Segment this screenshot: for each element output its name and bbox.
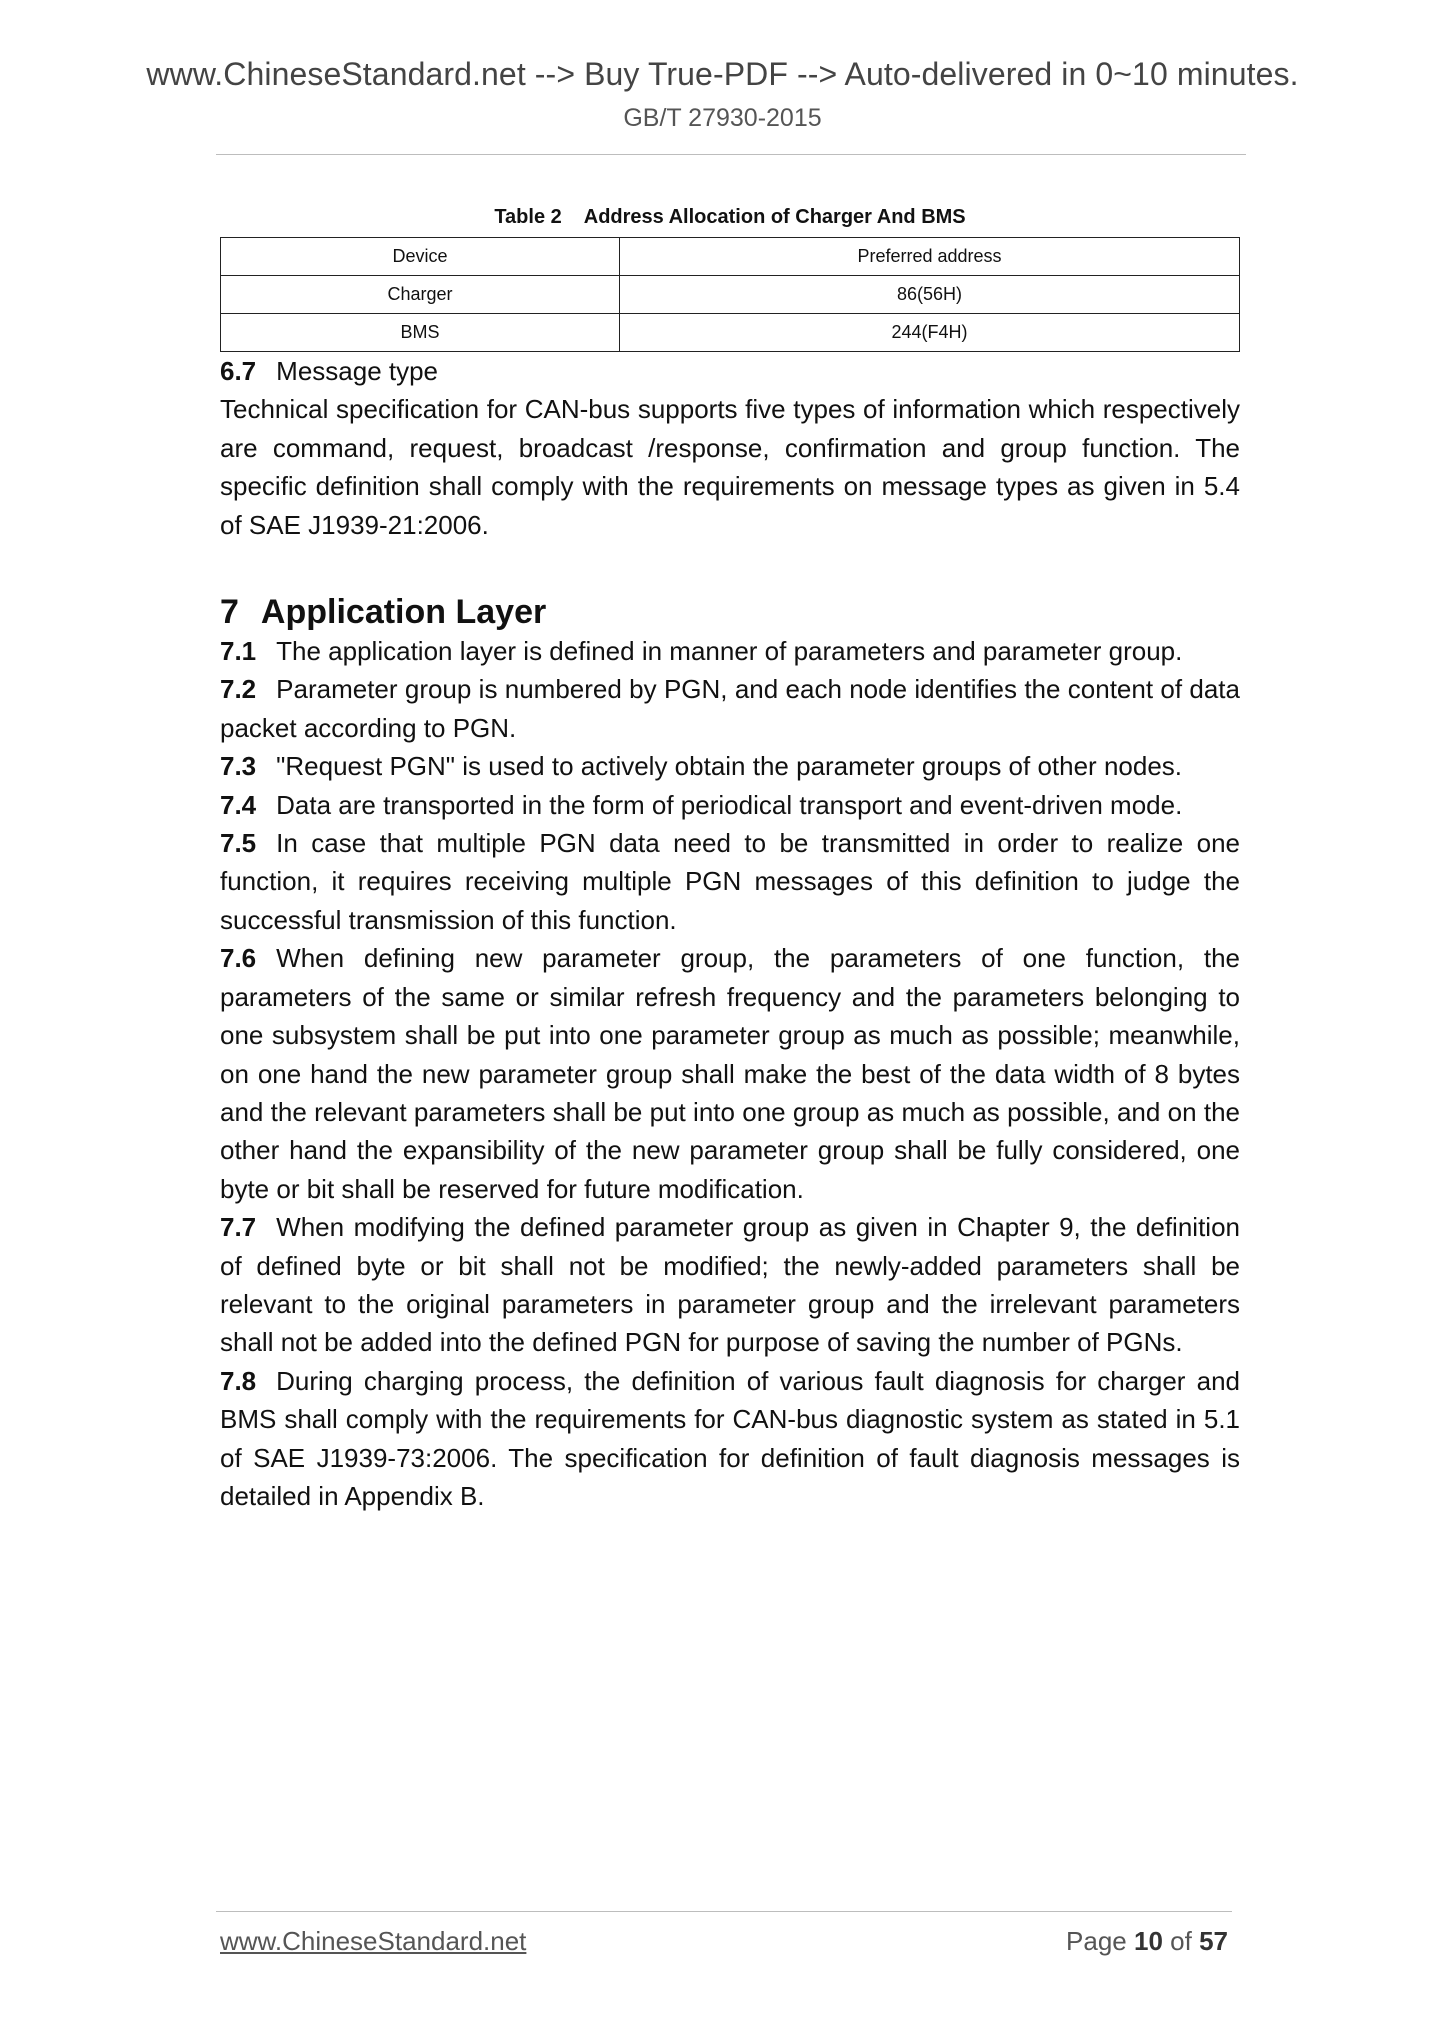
- clause-number: 7.1: [220, 636, 257, 667]
- clause-text: When defining new parameter group, the parameters of one function, the parameters of the same or similar refresh frequency and the parameters belonging to one subsystem shall be put into one parameter group as much as possible; meanwhile, on one hand the new parameter group shall make the best of the data width of 8 bytes and the relevant parameters shall be put into one group as much as possible, and on the other hand the expansibility of the new parameter group shall be fully considered, one byte or bit shall be reserved for future modification.: [220, 943, 1240, 1204]
- table-cell-address: 244(F4H): [620, 314, 1240, 352]
- page-number: [1066, 1926, 1228, 1957]
- page-prefix: Page: [1066, 1926, 1127, 1956]
- clause-7-1: [220, 632, 1240, 670]
- clause-text: During charging process, the definition of various fault diagnosis for charger and BMS shall comply with the requirements for CAN-bus diagnostic system as stated in 5.1 of SAE J1939-73:2006. The specification for definition of fault diagnosis messages is detailed in Appendix B.: [220, 1365, 1240, 1511]
- clause-7-5: [220, 824, 1240, 939]
- clause-number: 7.2: [220, 674, 257, 705]
- clause-text: Data are transported in the form of periodical transport and event-driven mode.: [276, 789, 1183, 820]
- section-number: 6.7: [220, 356, 257, 386]
- section-heading-6-7: [220, 352, 1240, 390]
- table-header-row: [221, 238, 1240, 276]
- clause-7-2: [220, 670, 1240, 747]
- document-code: GB/T 27930-2015: [623, 104, 822, 132]
- address-allocation-table: [220, 237, 1240, 352]
- table-row: [221, 276, 1240, 314]
- footer-divider: [216, 1911, 1232, 1912]
- clause-7-8: [220, 1362, 1240, 1516]
- table-title: Address Allocation of Charger And BMS: [583, 206, 966, 228]
- footer-site-link[interactable]: www.ChineseStandard.net: [220, 1926, 527, 1956]
- column-header-device: Device: [221, 238, 620, 276]
- clause-text: Parameter group is numbered by PGN, and each node identifies the content of data packet according to PGN.: [220, 674, 1240, 743]
- table-cell-device: Charger: [221, 276, 620, 314]
- table-row: [221, 314, 1240, 352]
- table-number: Table 2: [494, 206, 562, 228]
- clause-number: 7.7: [220, 1212, 257, 1243]
- current-page: 10: [1134, 1926, 1163, 1956]
- table-cell-device: BMS: [221, 314, 620, 352]
- table-caption: [220, 206, 1240, 229]
- chapter-heading: [220, 592, 1240, 632]
- chapter-number: 7: [220, 593, 239, 632]
- clause-7-6: [220, 939, 1240, 1208]
- clause-number: 7.8: [220, 1365, 257, 1396]
- clause-text: In case that multiple PGN data need to be transmitted in order to realize one function, it requires receiving multiple PGN messages of this definition to judge the successful transmission of this function.: [220, 828, 1240, 935]
- page-content: [220, 200, 1240, 1515]
- total-pages: 57: [1199, 1926, 1228, 1956]
- clause-7-4: [220, 786, 1240, 824]
- section-title: Message type: [276, 356, 439, 386]
- header-divider: [216, 154, 1246, 155]
- header-banner: www.ChineseStandard.net --> Buy True-PDF --> Auto-delivered in 0~10 minutes.: [146, 56, 1299, 92]
- page-of: of: [1170, 1926, 1192, 1956]
- clause-number: 7.4: [220, 789, 257, 820]
- clause-text: When modifying the defined parameter group as given in Chapter 9, the definition of defined byte or bit shall not be modified; the newly-added parameters shall be relevant to the original parameters in parameter group and the irrelevant parameters shall not be added into the defined PGN for purpose of saving the number of PGNs.: [220, 1212, 1240, 1358]
- section-6-7-paragraph: Technical specification for CAN-bus supports five types of information which respectively are command, request, broadcast /response, confirmation and group function. The specific definition shall comply with the requirements on message types as given in 5.4 of SAE J1939-21:2006.: [220, 394, 1240, 540]
- clause-7-7: [220, 1208, 1240, 1362]
- chapter-title: Application Layer: [260, 593, 547, 632]
- clause-number: 7.5: [220, 828, 257, 859]
- clause-text: The application layer is defined in manner of parameters and parameter group.: [276, 636, 1183, 667]
- clause-7-3: [220, 747, 1240, 785]
- column-header-preferred-address: Preferred address: [620, 238, 1240, 276]
- table-cell-address: 86(56H): [620, 276, 1240, 314]
- clause-number: 7.3: [220, 751, 257, 782]
- clause-text: "Request PGN" is used to actively obtain the parameter groups of other nodes.: [276, 751, 1183, 782]
- clause-number: 7.6: [220, 943, 257, 974]
